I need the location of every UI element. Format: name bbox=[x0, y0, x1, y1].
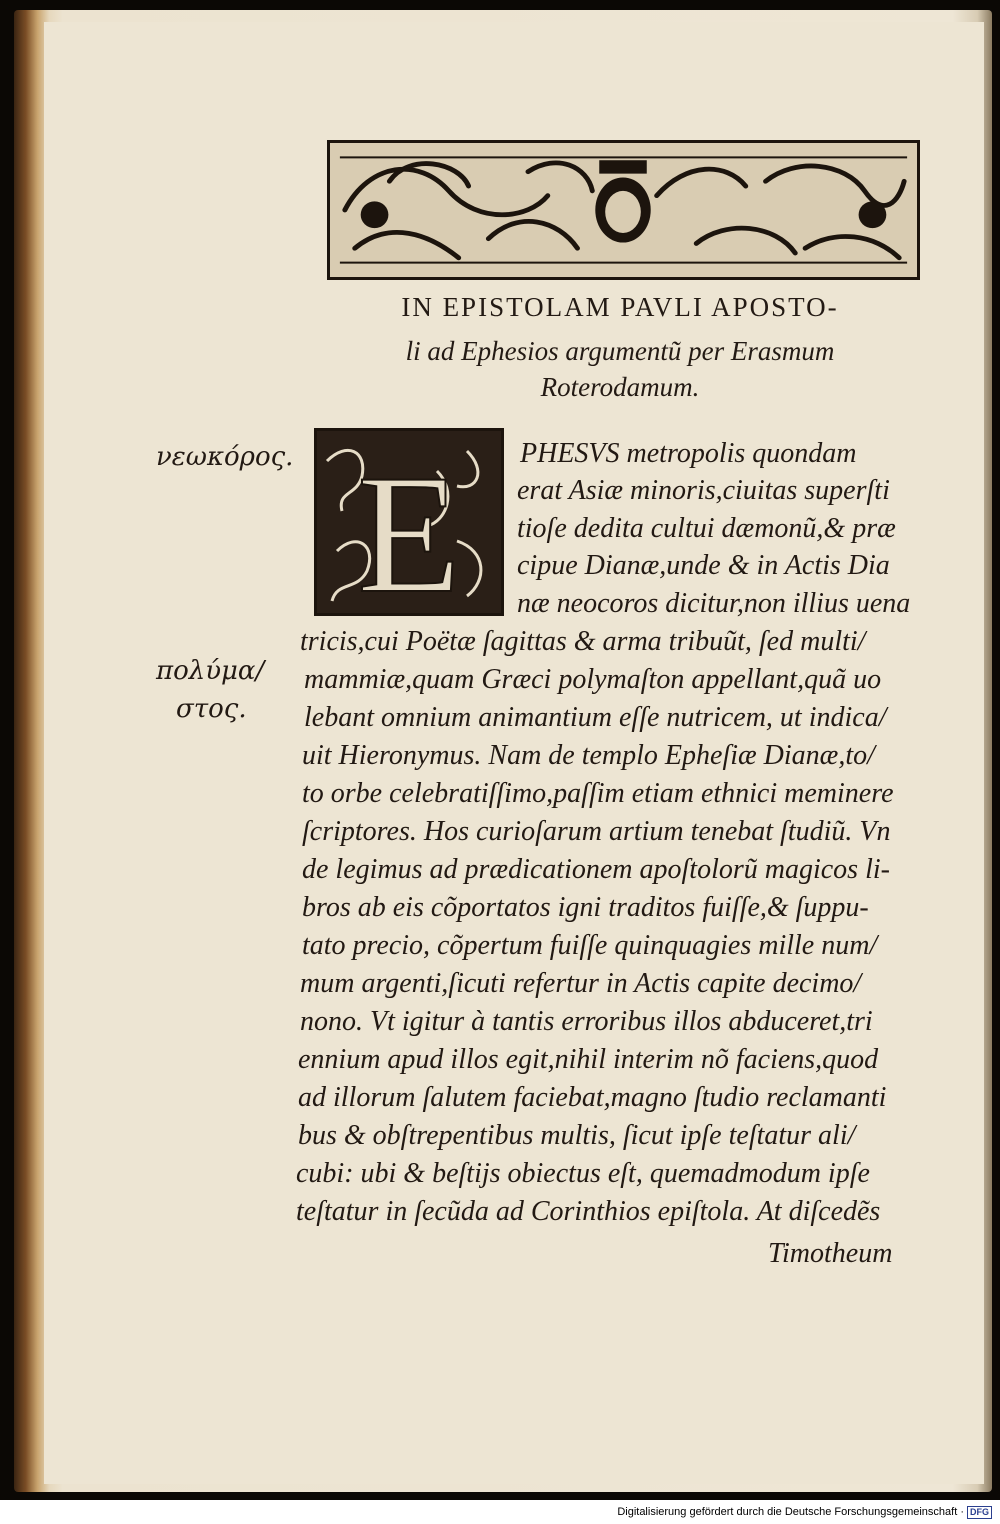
text-line: næ neocoros dicitur,non illius uena bbox=[517, 588, 911, 619]
margin-note-neocoros: νεωκόρος. bbox=[156, 442, 294, 472]
text-line: teſtatur in ſecũda ad Corinthios epiſtola. At diſcedẽs bbox=[296, 1196, 881, 1227]
title-line-1: IN EPISTOLAM PAVLI APOSTO- bbox=[401, 292, 839, 322]
text-line: bros ab eis cõportatos igni traditos fuiſſe,& ſuppu- bbox=[302, 892, 869, 923]
text-line: cubi: ubi & beſtijs obiectus eſt, quemadmodum ipſe bbox=[296, 1158, 870, 1189]
text-line: ennium apud illos egit,nihil interim nõ faciens,quod bbox=[298, 1044, 879, 1075]
text-line: ad illorum ſalutem faciebat,magno ſtudio reclamanti bbox=[298, 1082, 887, 1113]
text-line: cipue Dianæ,unde & in Actis Dia bbox=[517, 550, 890, 581]
margin-note-polymastos-1: πολύμα/ bbox=[156, 656, 265, 686]
text-line: uit Hieronymus. Nam de templo Epheſiæ Dianæ,to/ bbox=[302, 740, 875, 771]
margin-note-polymastos-2: στος. bbox=[176, 694, 247, 724]
text-line: tricis,cui Poëtæ ſagittas & arma tribuũt, ſed multi/ bbox=[300, 626, 866, 657]
title-line-2: li ad Ephesios argumentũ per Erasmum bbox=[405, 336, 835, 366]
initial-ornament-icon bbox=[317, 431, 501, 613]
text-line: tato precio, cõpertum fuiſſe quinquagies mille num/ bbox=[302, 930, 878, 961]
text-line: tioſe dedita cultui dæmonũ,& præ bbox=[517, 513, 896, 544]
title-line-3: Roterodamum. bbox=[540, 372, 700, 402]
digitization-credit bbox=[617, 1506, 992, 1519]
catchword: Timotheum bbox=[768, 1238, 893, 1269]
text-line: de legimus ad prædicationem apoſtolorũ magicos li- bbox=[302, 854, 890, 885]
credit-text: Digitalisierung gefördert durch die Deutsche Forschungsgemeinschaft · bbox=[617, 1506, 964, 1518]
text-line: ſcriptores. Hos curioſarum artium tenebat ſtudiũ. Vn bbox=[302, 816, 891, 847]
woodcut-headpiece bbox=[327, 140, 920, 280]
dfg-logo: DFG bbox=[967, 1506, 992, 1519]
headpiece-ornament-icon bbox=[330, 143, 917, 277]
text-line: mammiæ,quam Græci polymaſton appellant,quã uo bbox=[304, 664, 882, 695]
text-line: lebant omnium animantium eſſe nutricem, ut indica/ bbox=[304, 702, 887, 733]
text-line: bus & obſtrepentibus multis, ſicut ipſe teſtatur ali/ bbox=[298, 1120, 856, 1151]
decorated-initial bbox=[314, 428, 504, 616]
initial-letter: E bbox=[357, 440, 461, 613]
text-line: nono. Vt igitur à tantis erroribus illos abduceret,tri bbox=[300, 1006, 873, 1037]
text-line: mum argenti,ſicuti refertur in Actis capite decimo/ bbox=[300, 968, 862, 999]
text-line: to orbe celebratiſſimo,paſſim etiam ethnici meminere bbox=[302, 778, 894, 809]
text-line: PHESVS metropolis quondam bbox=[520, 438, 857, 469]
text-line: erat Asiæ minoris,ciuitas superſti bbox=[517, 475, 890, 506]
